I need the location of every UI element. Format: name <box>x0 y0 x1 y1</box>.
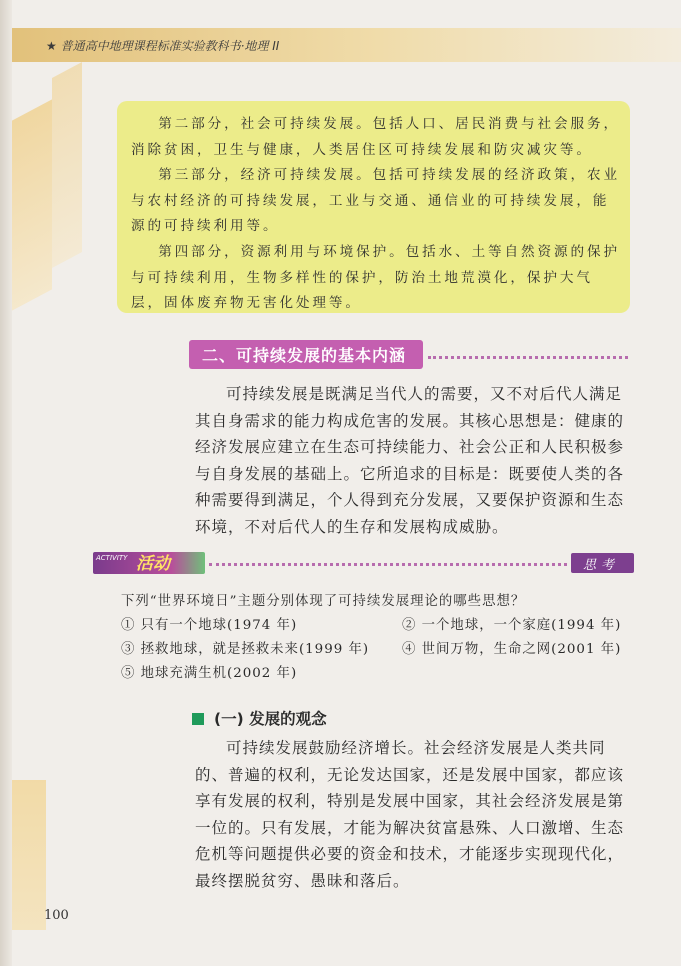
box-paragraph-4: 第四部分，资源利用与环境保护。包括水、土等自然资源的保护与可持续利用，生物多样性的保护，防治土地荒漠化，保护大气层，固体废弃物无害化处理等。 <box>131 244 621 312</box>
dotted-rule <box>428 356 628 359</box>
section-title: 二、可持续发展的基本内涵 <box>202 346 407 365</box>
activity-question: 下列“世界环境日”主题分别体现了可持续发展理论的哪些思想？ <box>121 594 526 609</box>
subsection-paragraph: 可持续发展鼓励经济增长。社会经济发展是人类共同的、普遍的权利，无论发达国家，还是发展中国家，都应该享有发展的权利，特别是发展中国家，其社会经济发展是第一位的。只有发展，才能为解决贫富悬殊、人口激增、生态危机等问题提供必要的资金和技术，才能逐步实现现代化，最终摆脱贫穷、愚昧和落后。 <box>195 739 625 890</box>
section-paragraph: 可持续发展是既满足当代人的需要，又不对后代人满足其自身需求的能力构成危害的发展。其核心思想是：健康的经济发展应建立在生态可持续能力、社会公正和人民积极参与自身发展的基础上。它所追求的目标是：既要使人类的各种需要得到满足，个人得到充分发展，又要保护资源和生态环境，不对后代人的生存和发展构成威胁。 <box>195 385 625 536</box>
decorative-stripe-bottom <box>12 780 46 930</box>
activity-option: ② 一个地球，一个家庭(1994 年) <box>402 618 622 633</box>
activity-option: ④ 世间万物，生命之网(2001 年) <box>402 642 622 657</box>
activity-option: ③ 拯救地球，就是拯救未来(1999 年) <box>121 642 370 657</box>
page-edge <box>0 0 12 966</box>
activity-option: ⑤ 地球充满生机(2002 年) <box>121 666 298 681</box>
activity-label-cn: 活动 <box>136 554 170 574</box>
decorative-stripe <box>12 99 52 310</box>
think-tag: 思考 <box>583 558 620 573</box>
subsection-marker <box>192 713 204 725</box>
activity-label-en: ACTIVITY <box>96 554 128 562</box>
running-header: ★ 普通高中地理课程标准实验教科书·地理 II <box>46 39 280 53</box>
activity-option: ① 只有一个地球(1974 年) <box>121 618 298 633</box>
box-paragraph-2: 第二部分，社会可持续发展。包括人口、居民消费与社会服务，消除贫困，卫生与健康，人类居住区可持续发展和防灾减灾等。 <box>131 116 621 158</box>
box-paragraph-3: 第三部分，经济可持续发展。包括可持续发展的经济政策，农业与农村经济的可持续发展，工业与交通、通信业的可持续发展，能源的可持续利用等。 <box>131 167 621 235</box>
decorative-stripe <box>52 62 82 268</box>
dotted-rule <box>209 563 567 566</box>
page-number: 100 <box>44 908 69 923</box>
subsection-title: (一) 发展的观念 <box>214 710 327 728</box>
